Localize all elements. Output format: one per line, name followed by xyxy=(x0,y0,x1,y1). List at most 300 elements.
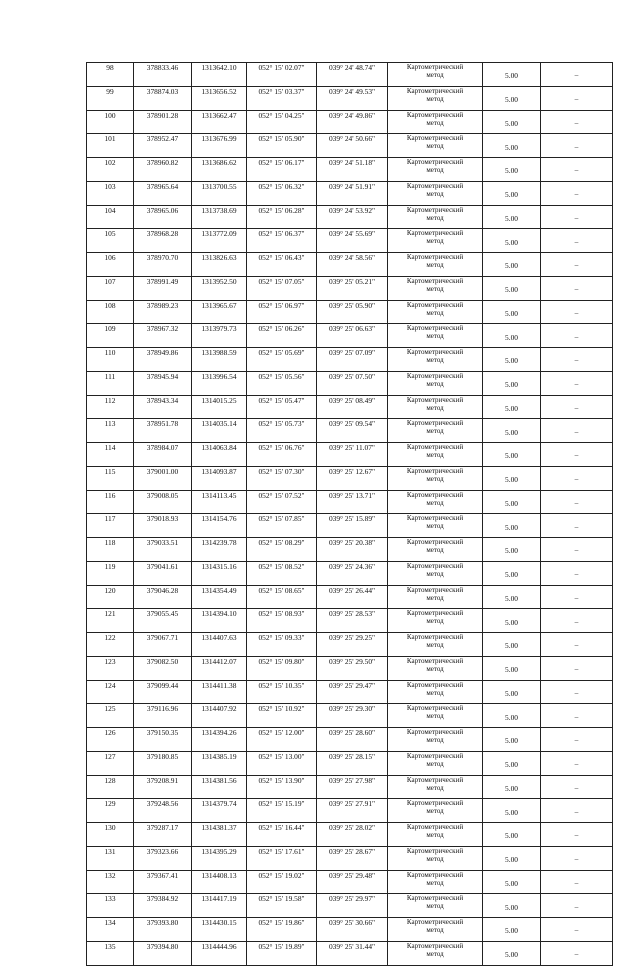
latitude-cell: 052° 15' 07.30" xyxy=(247,466,317,490)
accuracy-cell: 5.00 xyxy=(483,514,541,538)
longitude-cell: 039° 25' 05.21" xyxy=(317,276,388,300)
note-cell: – xyxy=(541,656,613,680)
point-number-cell: 105 xyxy=(87,229,134,253)
method-line-1: Картометрический xyxy=(406,680,464,689)
method-cell xyxy=(388,609,483,633)
longitude-cell: 039° 24' 49.86" xyxy=(317,110,388,134)
method-line-2: метод xyxy=(426,878,444,887)
table-row xyxy=(87,419,613,443)
method-cell xyxy=(388,466,483,490)
latitude-cell: 052° 15' 08.65" xyxy=(247,585,317,609)
coordinate-x-cell: 379055.45 xyxy=(134,609,192,633)
accuracy-cell: 5.00 xyxy=(483,134,541,158)
accuracy-cell: 5.00 xyxy=(483,158,541,182)
accuracy-cell: 5.00 xyxy=(483,181,541,205)
accuracy-cell: 5.00 xyxy=(483,538,541,562)
accuracy-cell: 5.00 xyxy=(483,324,541,348)
accuracy-cell: 5.00 xyxy=(483,371,541,395)
note-cell: – xyxy=(541,585,613,609)
longitude-cell: 039° 24' 55.69" xyxy=(317,229,388,253)
note-cell: – xyxy=(541,205,613,229)
note-cell: – xyxy=(541,466,613,490)
point-number-cell: 118 xyxy=(87,538,134,562)
point-number-cell: 130 xyxy=(87,823,134,847)
method-line-1: Картометрический xyxy=(406,609,464,618)
method-line-2: метод xyxy=(426,237,444,246)
coordinate-x-cell: 378901.28 xyxy=(134,110,192,134)
accuracy-cell: 5.00 xyxy=(483,680,541,704)
accuracy-cell: 5.00 xyxy=(483,86,541,110)
latitude-cell: 052° 15' 05.69" xyxy=(247,348,317,372)
point-number-cell: 98 xyxy=(87,63,134,87)
coordinate-y-cell: 1314394.10 xyxy=(192,609,247,633)
coordinate-y-cell: 1313738.69 xyxy=(192,205,247,229)
method-line-1: Картометрический xyxy=(406,300,464,309)
coordinate-y-cell: 1313772.09 xyxy=(192,229,247,253)
table-row xyxy=(87,395,613,419)
latitude-cell: 052° 15' 06.26" xyxy=(247,324,317,348)
method-cell xyxy=(388,205,483,229)
coordinate-x-cell: 379008.05 xyxy=(134,490,192,514)
method-line-1: Картометрический xyxy=(406,704,464,713)
longitude-cell: 039° 25' 11.07" xyxy=(317,443,388,467)
point-number-cell: 111 xyxy=(87,371,134,395)
point-number-cell: 124 xyxy=(87,680,134,704)
note-cell: – xyxy=(541,561,613,585)
coordinate-y-cell: 1314381.37 xyxy=(192,823,247,847)
coordinate-y-cell: 1314407.92 xyxy=(192,704,247,728)
note-cell: – xyxy=(541,110,613,134)
method-cell xyxy=(388,585,483,609)
table-row xyxy=(87,253,613,277)
point-number-cell: 115 xyxy=(87,466,134,490)
latitude-cell: 052° 15' 05.56" xyxy=(247,371,317,395)
coordinate-x-cell: 378874.03 xyxy=(134,86,192,110)
note-cell: – xyxy=(541,633,613,657)
coordinate-x-cell: 379001.00 xyxy=(134,466,192,490)
accuracy-cell: 5.00 xyxy=(483,63,541,87)
method-line-2: метод xyxy=(426,712,444,721)
table-row xyxy=(87,514,613,538)
method-line-2: метод xyxy=(426,759,444,768)
coordinate-x-cell: 379067.71 xyxy=(134,633,192,657)
longitude-cell: 039° 24' 53.92" xyxy=(317,205,388,229)
coordinate-y-cell: 1313979.73 xyxy=(192,324,247,348)
note-cell: – xyxy=(541,181,613,205)
table-row xyxy=(87,63,613,87)
accuracy-cell: 5.00 xyxy=(483,894,541,918)
method-line-1: Картометрический xyxy=(406,728,464,736)
coordinate-x-cell: 379116.96 xyxy=(134,704,192,728)
latitude-cell: 052° 15' 13.90" xyxy=(247,775,317,799)
note-cell: – xyxy=(541,680,613,704)
method-line-1: Картометрический xyxy=(406,395,464,404)
coordinate-y-cell: 1314385.19 xyxy=(192,751,247,775)
method-line-2: метод xyxy=(426,807,444,816)
method-line-2: метод xyxy=(426,831,444,840)
point-number-cell: 135 xyxy=(87,941,134,965)
table-row xyxy=(87,86,613,110)
latitude-cell: 052° 15' 06.43" xyxy=(247,253,317,277)
point-number-cell: 114 xyxy=(87,443,134,467)
method-cell xyxy=(388,110,483,134)
coordinate-x-cell: 379041.61 xyxy=(134,561,192,585)
method-line-1: Картометрический xyxy=(406,561,464,570)
accuracy-cell: 5.00 xyxy=(483,941,541,965)
coordinate-x-cell: 378968.28 xyxy=(134,229,192,253)
point-number-cell: 107 xyxy=(87,276,134,300)
latitude-cell: 052° 15' 07.85" xyxy=(247,514,317,538)
note-cell: – xyxy=(541,514,613,538)
point-number-cell: 119 xyxy=(87,561,134,585)
method-cell xyxy=(388,490,483,514)
table-row xyxy=(87,823,613,847)
longitude-cell: 039° 25' 30.66" xyxy=(317,918,388,942)
point-number-cell: 125 xyxy=(87,704,134,728)
method-cell xyxy=(388,704,483,728)
longitude-cell: 039° 25' 13.71" xyxy=(317,490,388,514)
note-cell: – xyxy=(541,229,613,253)
longitude-cell: 039° 24' 49.53" xyxy=(317,86,388,110)
coordinate-y-cell: 1313988.59 xyxy=(192,348,247,372)
table-row xyxy=(87,775,613,799)
method-cell xyxy=(388,371,483,395)
coordinate-x-cell: 378965.64 xyxy=(134,181,192,205)
coordinate-y-cell: 1313676.99 xyxy=(192,134,247,158)
coordinate-y-cell: 1314154.76 xyxy=(192,514,247,538)
method-cell xyxy=(388,561,483,585)
coordinate-y-cell: 1314407.63 xyxy=(192,633,247,657)
latitude-cell: 052° 15' 06.76" xyxy=(247,443,317,467)
accuracy-cell: 5.00 xyxy=(483,276,541,300)
method-cell xyxy=(388,348,483,372)
longitude-cell: 039° 25' 29.50" xyxy=(317,656,388,680)
table-row xyxy=(87,870,613,894)
method-line-2: метод xyxy=(426,356,444,365)
method-line-1: Картометрический xyxy=(406,846,464,855)
table-row xyxy=(87,538,613,562)
coordinate-x-cell: 378945.94 xyxy=(134,371,192,395)
longitude-cell: 039° 25' 29.25" xyxy=(317,633,388,657)
latitude-cell: 052° 15' 06.97" xyxy=(247,300,317,324)
coordinate-y-cell: 1314411.38 xyxy=(192,680,247,704)
method-cell xyxy=(388,656,483,680)
longitude-cell: 039° 25' 07.09" xyxy=(317,348,388,372)
accuracy-cell: 5.00 xyxy=(483,728,541,752)
note-cell: – xyxy=(541,799,613,823)
point-number-cell: 120 xyxy=(87,585,134,609)
method-line-2: метод xyxy=(426,617,444,626)
coordinate-y-cell: 1313642.10 xyxy=(192,63,247,87)
method-cell xyxy=(388,775,483,799)
latitude-cell: 052° 15' 15.19" xyxy=(247,799,317,823)
accuracy-cell: 5.00 xyxy=(483,775,541,799)
coordinates-table xyxy=(86,62,613,966)
method-line-2: метод xyxy=(426,641,444,650)
longitude-cell: 039° 25' 15.89" xyxy=(317,514,388,538)
point-number-cell: 117 xyxy=(87,514,134,538)
method-line-1: Картометрический xyxy=(406,253,464,261)
method-line-2: метод xyxy=(426,688,444,697)
longitude-cell: 039° 25' 09.54" xyxy=(317,419,388,443)
coordinate-y-cell: 1314444.96 xyxy=(192,941,247,965)
method-line-2: метод xyxy=(426,522,444,531)
table-row xyxy=(87,158,613,182)
longitude-cell: 039° 25' 28.53" xyxy=(317,609,388,633)
method-line-2: метод xyxy=(426,546,444,555)
accuracy-cell: 5.00 xyxy=(483,751,541,775)
method-cell xyxy=(388,443,483,467)
table-row xyxy=(87,466,613,490)
method-line-1: Картометрический xyxy=(406,823,464,831)
method-cell xyxy=(388,846,483,870)
coordinate-y-cell: 1313700.55 xyxy=(192,181,247,205)
method-line-2: метод xyxy=(426,308,444,317)
table-row xyxy=(87,941,613,965)
latitude-cell: 052° 15' 06.37" xyxy=(247,229,317,253)
method-line-2: метод xyxy=(426,736,444,745)
table-row xyxy=(87,134,613,158)
point-number-cell: 122 xyxy=(87,633,134,657)
coordinate-y-cell: 1314394.26 xyxy=(192,728,247,752)
coordinate-x-cell: 379384.92 xyxy=(134,894,192,918)
coordinate-x-cell: 378949.86 xyxy=(134,348,192,372)
point-number-cell: 129 xyxy=(87,799,134,823)
method-line-1: Картометрический xyxy=(406,229,464,238)
method-cell xyxy=(388,395,483,419)
note-cell: – xyxy=(541,395,613,419)
method-line-1: Картометрический xyxy=(406,371,464,380)
longitude-cell: 039° 25' 27.98" xyxy=(317,775,388,799)
coordinate-x-cell: 378967.32 xyxy=(134,324,192,348)
point-number-cell: 113 xyxy=(87,419,134,443)
method-line-2: метод xyxy=(426,926,444,935)
coordinate-y-cell: 1313826.63 xyxy=(192,253,247,277)
note-cell: – xyxy=(541,371,613,395)
coordinate-x-cell: 378943.34 xyxy=(134,395,192,419)
longitude-cell: 039° 25' 28.67" xyxy=(317,846,388,870)
latitude-cell: 052° 15' 19.58" xyxy=(247,894,317,918)
method-line-1: Картометрический xyxy=(406,86,464,95)
point-number-cell: 126 xyxy=(87,728,134,752)
coordinate-y-cell: 1313952.50 xyxy=(192,276,247,300)
coordinate-x-cell: 378952.47 xyxy=(134,134,192,158)
accuracy-cell: 5.00 xyxy=(483,395,541,419)
accuracy-cell: 5.00 xyxy=(483,704,541,728)
table-row xyxy=(87,751,613,775)
coordinate-x-cell: 379180.85 xyxy=(134,751,192,775)
note-cell: – xyxy=(541,894,613,918)
coordinate-x-cell: 379099.44 xyxy=(134,680,192,704)
latitude-cell: 052° 15' 09.33" xyxy=(247,633,317,657)
latitude-cell: 052° 15' 16.44" xyxy=(247,823,317,847)
coordinate-y-cell: 1314015.25 xyxy=(192,395,247,419)
table-row xyxy=(87,894,613,918)
note-cell: – xyxy=(541,870,613,894)
method-line-2: метод xyxy=(426,189,444,198)
coordinate-x-cell: 379208.91 xyxy=(134,775,192,799)
point-number-cell: 103 xyxy=(87,181,134,205)
note-cell: – xyxy=(541,63,613,87)
method-cell xyxy=(388,680,483,704)
method-line-1: Картометрический xyxy=(406,205,464,214)
method-cell xyxy=(388,823,483,847)
method-line-1: Картометрический xyxy=(406,918,464,926)
method-line-1: Картометрический xyxy=(406,775,464,784)
note-cell: – xyxy=(541,443,613,467)
longitude-cell: 039° 25' 06.63" xyxy=(317,324,388,348)
latitude-cell: 052° 15' 06.17" xyxy=(247,158,317,182)
longitude-cell: 039° 25' 26.44" xyxy=(317,585,388,609)
latitude-cell: 052° 15' 08.29" xyxy=(247,538,317,562)
method-line-2: метод xyxy=(426,427,444,436)
longitude-cell: 039° 25' 05.90" xyxy=(317,300,388,324)
coordinate-y-cell: 1314381.56 xyxy=(192,775,247,799)
longitude-cell: 039° 25' 20.38" xyxy=(317,538,388,562)
note-cell: – xyxy=(541,324,613,348)
method-cell xyxy=(388,181,483,205)
table-row xyxy=(87,656,613,680)
longitude-cell: 039° 24' 50.66" xyxy=(317,134,388,158)
point-number-cell: 128 xyxy=(87,775,134,799)
method-cell xyxy=(388,63,483,87)
point-number-cell: 104 xyxy=(87,205,134,229)
coordinate-x-cell: 378833.46 xyxy=(134,63,192,87)
coordinate-x-cell: 378960.82 xyxy=(134,158,192,182)
note-cell: – xyxy=(541,538,613,562)
method-cell xyxy=(388,158,483,182)
method-line-1: Картометрический xyxy=(406,894,464,903)
coordinates-table-body xyxy=(87,63,613,966)
note-cell: – xyxy=(541,276,613,300)
method-cell xyxy=(388,134,483,158)
longitude-cell: 039° 25' 28.02" xyxy=(317,823,388,847)
coordinate-x-cell: 379323.66 xyxy=(134,846,192,870)
longitude-cell: 039° 25' 29.97" xyxy=(317,894,388,918)
table-row xyxy=(87,704,613,728)
method-cell xyxy=(388,253,483,277)
latitude-cell: 052° 15' 07.52" xyxy=(247,490,317,514)
latitude-cell: 052° 15' 02.07" xyxy=(247,63,317,87)
longitude-cell: 039° 25' 29.30" xyxy=(317,704,388,728)
longitude-cell: 039° 24' 58.56" xyxy=(317,253,388,277)
accuracy-cell: 5.00 xyxy=(483,253,541,277)
coordinate-x-cell: 379287.17 xyxy=(134,823,192,847)
coordinate-y-cell: 1313686.62 xyxy=(192,158,247,182)
method-cell xyxy=(388,894,483,918)
method-line-2: метод xyxy=(426,332,444,341)
coordinate-y-cell: 1313656.52 xyxy=(192,86,247,110)
coordinate-y-cell: 1314063.84 xyxy=(192,443,247,467)
point-number-cell: 127 xyxy=(87,751,134,775)
method-line-1: Картометрический xyxy=(406,276,464,285)
table-row xyxy=(87,324,613,348)
method-line-1: Картометрический xyxy=(406,110,464,119)
note-cell: – xyxy=(541,751,613,775)
point-number-cell: 102 xyxy=(87,158,134,182)
method-line-2: метод xyxy=(426,284,444,293)
method-line-2: метод xyxy=(426,142,444,151)
accuracy-cell: 5.00 xyxy=(483,443,541,467)
latitude-cell: 052° 15' 13.00" xyxy=(247,751,317,775)
latitude-cell: 052° 15' 19.86" xyxy=(247,918,317,942)
latitude-cell: 052° 15' 19.02" xyxy=(247,870,317,894)
longitude-cell: 039° 24' 48.74" xyxy=(317,63,388,87)
note-cell: – xyxy=(541,348,613,372)
note-cell: – xyxy=(541,775,613,799)
table-row xyxy=(87,371,613,395)
method-cell xyxy=(388,799,483,823)
coordinate-y-cell: 1314395.29 xyxy=(192,846,247,870)
note-cell: – xyxy=(541,941,613,965)
coordinate-x-cell: 378965.06 xyxy=(134,205,192,229)
point-number-cell: 110 xyxy=(87,348,134,372)
latitude-cell: 052° 15' 12.00" xyxy=(247,728,317,752)
longitude-cell: 039° 25' 28.15" xyxy=(317,751,388,775)
method-line-2: метод xyxy=(426,783,444,792)
method-cell xyxy=(388,229,483,253)
method-cell xyxy=(388,514,483,538)
method-line-1: Картометрический xyxy=(406,514,464,523)
coordinate-y-cell: 1314430.15 xyxy=(192,918,247,942)
method-line-2: метод xyxy=(426,664,444,673)
latitude-cell: 052° 15' 08.93" xyxy=(247,609,317,633)
note-cell: – xyxy=(541,823,613,847)
method-line-1: Картометрический xyxy=(406,941,464,950)
method-line-1: Картометрический xyxy=(406,870,464,879)
coordinate-y-cell: 1313965.67 xyxy=(192,300,247,324)
latitude-cell: 052° 15' 19.89" xyxy=(247,941,317,965)
method-cell xyxy=(388,870,483,894)
table-row xyxy=(87,609,613,633)
table-row xyxy=(87,300,613,324)
method-line-2: метод xyxy=(426,71,444,80)
table-row xyxy=(87,680,613,704)
coordinate-x-cell: 379033.51 xyxy=(134,538,192,562)
method-cell xyxy=(388,276,483,300)
accuracy-cell: 5.00 xyxy=(483,300,541,324)
latitude-cell: 052° 15' 10.35" xyxy=(247,680,317,704)
method-cell xyxy=(388,538,483,562)
method-line-2: метод xyxy=(426,94,444,103)
point-number-cell: 133 xyxy=(87,894,134,918)
latitude-cell: 052° 15' 08.52" xyxy=(247,561,317,585)
longitude-cell: 039° 25' 24.36" xyxy=(317,561,388,585)
accuracy-cell: 5.00 xyxy=(483,918,541,942)
coordinate-y-cell: 1314354.49 xyxy=(192,585,247,609)
method-line-1: Картометрический xyxy=(406,348,464,356)
method-line-1: Картометрический xyxy=(406,799,464,808)
method-line-2: метод xyxy=(426,118,444,127)
latitude-cell: 052° 15' 03.37" xyxy=(247,86,317,110)
method-line-1: Картометрический xyxy=(406,466,464,475)
method-line-2: метод xyxy=(426,451,444,460)
method-line-1: Картометрический xyxy=(406,158,464,166)
method-line-2: метод xyxy=(426,854,444,863)
latitude-cell: 052° 15' 10.92" xyxy=(247,704,317,728)
method-line-2: метод xyxy=(426,593,444,602)
table-row xyxy=(87,799,613,823)
accuracy-cell: 5.00 xyxy=(483,870,541,894)
point-number-cell: 108 xyxy=(87,300,134,324)
accuracy-cell: 5.00 xyxy=(483,205,541,229)
latitude-cell: 052° 15' 05.47" xyxy=(247,395,317,419)
latitude-cell: 052° 15' 05.73" xyxy=(247,419,317,443)
method-line-2: метод xyxy=(426,379,444,388)
coordinate-x-cell: 378989.23 xyxy=(134,300,192,324)
note-cell: – xyxy=(541,918,613,942)
coordinate-y-cell: 1314417.19 xyxy=(192,894,247,918)
